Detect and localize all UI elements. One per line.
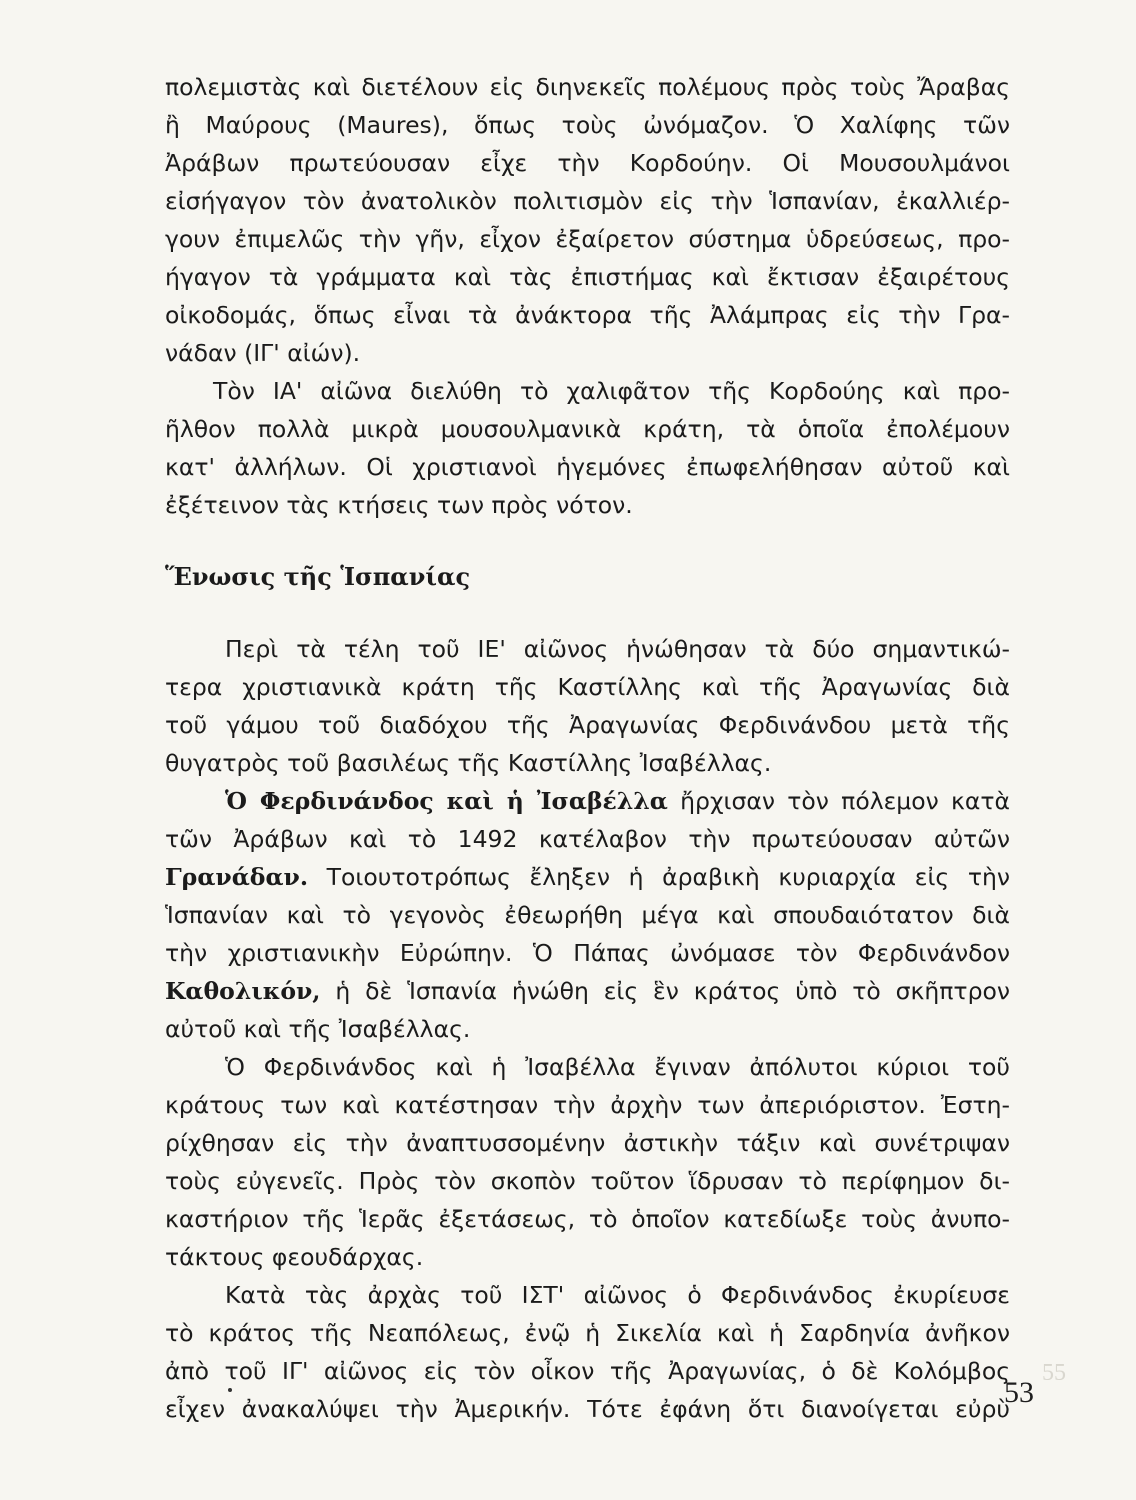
text-line: οἰκοδομάς, ὅπως εἶναι τὰ ἀνάκτορα τῆς Ἀλάμπρας εἰς τὴν Γρα- bbox=[165, 301, 1010, 329]
text-line: τοῦ γάμου τοῦ διαδόχου τῆς Ἀραγωνίας Φερδινάνδου μετὰ τῆς bbox=[165, 711, 1010, 739]
bold-phrase: Γρανάδαν. bbox=[165, 863, 309, 891]
bold-phrase: Καθολικόν, bbox=[165, 977, 321, 1005]
text-line: Τὸν ΙΑ' αἰῶνα διελύθη τὸ χαλιφᾶτον τῆς Κορδούης καὶ προ- bbox=[213, 377, 1010, 405]
text-fragment: ἤρχισαν τὸν πόλεμον κατὰ bbox=[680, 787, 1010, 815]
text-line: εἰσήγαγον τὸν ἀνατολικὸν πολιτισμὸν εἰς τὴν Ἱσπανίαν, ἐκαλλιέρ- bbox=[165, 187, 1010, 215]
text-fragment: Τοιουτοτρόπως ἔληξεν ἡ ἀραβικὴ κυριαρχία εἰς τὴν bbox=[326, 863, 1010, 891]
text-line: τῶν Ἀράβων καὶ τὸ 1492 κατέλαβον τὴν πρωτεύουσαν αὐτῶν bbox=[165, 825, 1010, 853]
text-line: ρίχθησαν εἰς τὴν ἀναπτυσσομένην ἀστικὴν τάξιν καὶ συνέτριψαν bbox=[165, 1129, 1010, 1157]
text-line: τὸ κράτος τῆς Νεαπόλεως, ἐνῷ ἡ Σικελία καὶ ἡ Σαρδηνία ἀνῆκον bbox=[165, 1319, 1010, 1347]
text-line: εἶχεν ἀνακαλύψει τὴν Ἀμερικήν. Τότε ἐφάνη ὅτι διανοίγεται εὐρὺ bbox=[165, 1395, 1010, 1423]
text-line: πολεμιστὰς καὶ διετέλουν εἰς διηνεκεῖς πολέμους πρὸς τοὺς Ἄραβας bbox=[165, 73, 1010, 101]
text-line: ἐξέτεινον τὰς κτήσεις των πρὸς νότον. bbox=[165, 491, 633, 519]
text-line: κατ' ἀλλήλων. Οἱ χριστιανοὶ ἡγεμόνες ἐπωφελήθησαν αὐτοῦ καὶ bbox=[165, 453, 1010, 481]
text-line bbox=[165, 972, 1010, 1010]
text-line: τερα χριστιανικὰ κράτη τῆς Καστίλλης καὶ τῆς Ἀραγωνίας διὰ bbox=[165, 673, 1010, 701]
text-fragment: ἡ δὲ Ἱσπανία ἡνώθη εἰς ἓν κράτος ὑπὸ τὸ σκῆπτρον bbox=[335, 977, 1010, 1005]
text-line: ήγαγον τὰ γράμματα καὶ τὰς ἐπιστήμας καὶ ἔκτισαν ἐξαιρέτους bbox=[165, 263, 1010, 291]
text-line: θυγατρὸς τοῦ βασιλέως τῆς Καστίλλης Ἰσαβέλλας. bbox=[165, 749, 772, 777]
section-heading: Ἕνωσις τῆς Ἱσπανίας bbox=[165, 562, 471, 591]
text-line: καστήριον τῆς Ἱερᾶς ἐξετάσεως, τὸ ὁποῖον κατεδίωξε τοὺς ἀνυπο- bbox=[165, 1205, 1010, 1233]
text-line bbox=[165, 858, 1010, 896]
text-line: ῆλθον πολλὰ μικρὰ μουσουλμανικὰ κράτη, τὰ ὁποῖα ἐπολέμουν bbox=[165, 415, 1010, 443]
text-line bbox=[165, 782, 1010, 820]
paragraph-5 bbox=[165, 1048, 1010, 1276]
text-line: Κατὰ τὰς ἀρχὰς τοῦ ΙΣΤ' αἰῶνος ὁ Φερδινάνδος ἐκυρίευσε bbox=[225, 1281, 1010, 1309]
text-line: ἀπὸ τοῦ ΙΓ' αἰῶνος εἰς τὸν οἶκον τῆς Ἀραγωνίας, ὁ δὲ Κολόμβος bbox=[165, 1357, 1010, 1385]
text-line: νάδαν (ΙΓ' αἰών). bbox=[165, 339, 361, 367]
text-line: γουν ἐπιμελῶς τὴν γῆν, εἶχον ἐξαίρετον σύστημα ὑδρεύσεως, προ- bbox=[165, 225, 1010, 253]
text-line: αὐτοῦ καὶ τῆς Ἰσαβέλλας. bbox=[165, 1015, 471, 1043]
text-line: Ἀράβων πρωτεύουσαν εἶχε τὴν Κορδούην. Οἱ Μουσουλμάνοι bbox=[165, 149, 1010, 177]
paragraph-4 bbox=[165, 782, 1010, 1048]
text-line: τὴν χριστιανικὴν Εὐρώπην. Ὁ Πάπας ὠνόμασε τὸν Φερδινάνδον bbox=[165, 939, 1010, 967]
page-number: 53 bbox=[1004, 1376, 1034, 1409]
show-through-page-number: 55 bbox=[1042, 1360, 1066, 1386]
paragraph-6 bbox=[165, 1276, 1010, 1428]
ink-dot bbox=[228, 1388, 232, 1392]
paragraph-2 bbox=[165, 372, 1010, 524]
text-line: ἢ Μαύρους (Maures), ὅπως τοὺς ὠνόμαζον. Ὁ Χαλίφης τῶν bbox=[165, 111, 1010, 139]
body-text bbox=[165, 68, 1010, 1428]
paragraph-1 bbox=[165, 68, 1010, 372]
text-line: Ἱσπανίαν καὶ τὸ γεγονὸς ἐθεωρήθη μέγα καὶ σπουδαιότατον διὰ bbox=[165, 901, 1010, 929]
text-line: τοὺς εὐγενεῖς. Πρὸς τὸν σκοπὸν τοῦτον ἵδρυσαν τὸ περίφημον δι- bbox=[165, 1167, 1010, 1195]
text-line: Ὁ Φερδινάνδος καὶ ἡ Ἰσαβέλλα ἔγιναν ἀπόλυτοι κύριοι τοῦ bbox=[225, 1053, 1010, 1081]
text-line: τάκτους φεουδάρχας. bbox=[165, 1243, 424, 1271]
text-line: Περὶ τὰ τέλη τοῦ ΙΕ' αἰῶνος ἡνώθησαν τὰ δύο σημαντικώ- bbox=[225, 635, 1010, 663]
bold-phrase: Ὁ Φερδινάνδος καὶ ἡ Ἰσαβέλλα bbox=[225, 787, 668, 815]
paragraph-3 bbox=[165, 630, 1010, 782]
text-line: κράτους των καὶ κατέστησαν τὴν ἀρχὴν των ἀπεριόριστον. Ἐστη- bbox=[165, 1091, 1010, 1119]
